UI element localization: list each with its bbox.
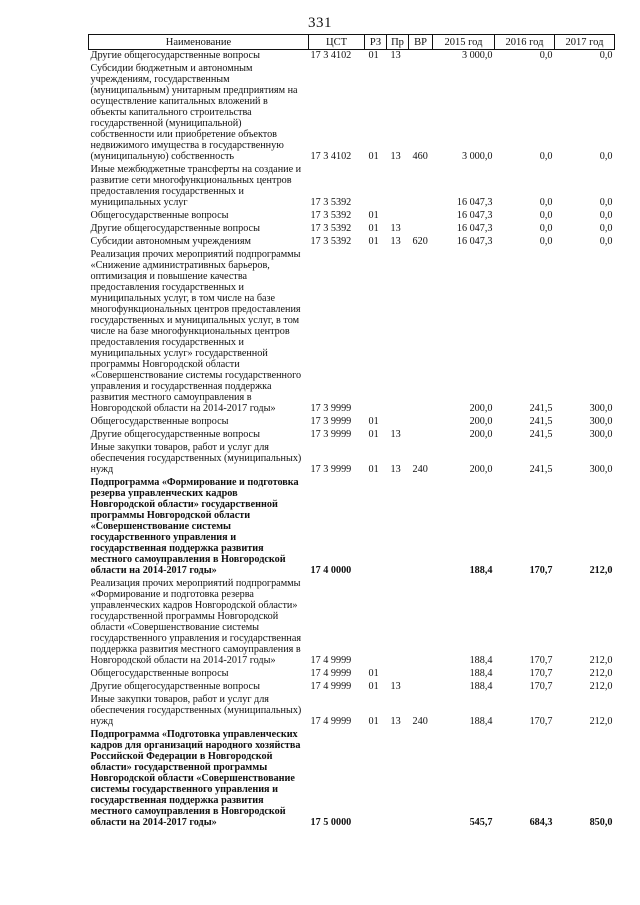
table-row (89, 429, 615, 442)
row-rz: 01 (368, 416, 379, 427)
row-2016: 0,0 (539, 151, 553, 162)
row-2017: 300,0 (589, 416, 613, 427)
table-row (89, 442, 615, 477)
row-2015: 188,4 (469, 565, 493, 576)
row-cst: 17 4 9999 (310, 655, 352, 666)
row-2017: 300,0 (589, 403, 613, 414)
row-2015: 16 047,3 (456, 236, 493, 247)
table-row (89, 729, 615, 830)
row-2016: 0,0 (539, 197, 553, 208)
row-pr: 13 (390, 716, 401, 727)
row-pr (387, 416, 409, 429)
row-name: Другие общегосударственные вопросы (90, 223, 260, 234)
row-2015: 16 047,3 (456, 210, 493, 221)
row-pr (387, 578, 409, 668)
row-2016: 170,7 (529, 681, 553, 692)
row-2017: 212,0 (589, 716, 613, 727)
row-pr (387, 210, 409, 223)
row-vr: 460 (412, 151, 428, 162)
row-2016: 170,7 (529, 716, 553, 727)
row-pr (387, 249, 409, 416)
row-cst: 17 3 5392 (310, 236, 352, 247)
table-row (89, 416, 615, 429)
row-pr: 13 (390, 223, 401, 234)
table-row (89, 50, 615, 64)
row-rz (365, 477, 387, 578)
row-name: Другие общегосударственные вопросы (90, 681, 260, 692)
row-vr (409, 249, 433, 416)
row-2015: 16 047,3 (456, 223, 493, 234)
row-2015: 188,4 (469, 681, 493, 692)
table-row (89, 210, 615, 223)
budget-table (88, 34, 615, 830)
row-2017: 212,0 (589, 681, 613, 692)
row-cst: 17 3 4102 (310, 50, 352, 61)
row-vr: 240 (412, 716, 428, 727)
row-2016: 0,0 (539, 223, 553, 234)
table-row (89, 223, 615, 236)
table-row (89, 694, 615, 729)
row-2017: 300,0 (589, 429, 613, 440)
row-2016: 241,5 (529, 416, 553, 427)
row-2016: 241,5 (529, 464, 553, 475)
row-rz (365, 578, 387, 668)
row-2017: 0,0 (599, 50, 613, 61)
row-2016: 170,7 (529, 565, 553, 576)
row-vr (409, 50, 433, 64)
row-cst: 17 4 9999 (310, 668, 352, 679)
row-name: Иные закупки товаров, работ и услуг для обеспечения государственных (муниципальных) нужд (90, 442, 302, 475)
row-rz: 01 (368, 223, 379, 234)
row-name: Субсидии автономным учреждениям (90, 236, 251, 247)
row-name: Общегосударственные вопросы (90, 416, 229, 427)
row-2017: 850,0 (589, 817, 613, 828)
table-row (89, 681, 615, 694)
row-cst: 17 4 9999 (310, 681, 352, 692)
row-cst: 17 3 9999 (310, 464, 352, 475)
row-2016: 170,7 (529, 668, 553, 679)
row-2016: 684,3 (529, 817, 553, 828)
row-rz (365, 729, 387, 830)
row-name: Иные закупки товаров, работ и услуг для обеспечения государственных (муниципальных) нужд (90, 694, 302, 727)
row-2016: 241,5 (529, 403, 553, 414)
row-pr (387, 668, 409, 681)
row-pr: 13 (390, 236, 401, 247)
table-row (89, 249, 615, 416)
row-rz (365, 164, 387, 210)
row-cst: 17 4 0000 (310, 565, 352, 576)
row-2016: 0,0 (539, 50, 553, 61)
table-row (89, 63, 615, 164)
row-2015: 188,4 (469, 655, 493, 666)
header-vr: ВР (409, 35, 433, 50)
row-2017: 0,0 (599, 210, 613, 221)
row-vr (409, 223, 433, 236)
row-2016: 170,7 (529, 655, 553, 666)
header-2016: 2016 год (495, 35, 555, 50)
row-rz: 01 (368, 668, 379, 679)
row-pr: 13 (390, 151, 401, 162)
row-rz: 01 (368, 50, 379, 61)
row-2016: 0,0 (539, 210, 553, 221)
row-rz: 01 (368, 681, 379, 692)
row-vr (409, 429, 433, 442)
row-name: Другие общегосударственные вопросы (90, 429, 260, 440)
table-row (89, 578, 615, 668)
row-name: Подпрограмма «Формирование и подготовка резерва управленческих кадров Новгородской области» государственной программы Новгородской области «Совершенствование системы государственного управления и государственная поддержка развития местного самоуправления в Новгородской области на 2014-2017 годы» (90, 477, 299, 576)
row-2017: 0,0 (599, 151, 613, 162)
row-vr (409, 210, 433, 223)
row-cst: 17 3 4102 (310, 151, 352, 162)
row-pr (387, 164, 409, 210)
row-cst: 17 4 9999 (310, 716, 352, 727)
row-2015: 545,7 (469, 817, 493, 828)
row-name: Субсидии бюджетным и автономным учреждениям, государственным (муниципальным) унитарным предприятиям на осуществление капитальных вложений в объекты капитального строительства государственной (муниципальной) собственности или приобретение объектов недвижимого имущества в государственную (муниципальную) собственность (90, 63, 298, 162)
row-2015: 200,0 (469, 429, 493, 440)
row-2015: 3 000,0 (461, 151, 493, 162)
row-cst: 17 3 5392 (310, 210, 352, 221)
row-2015: 200,0 (469, 464, 493, 475)
header-2015: 2015 год (433, 35, 495, 50)
header-cst: ЦСТ (309, 35, 365, 50)
row-rz: 01 (368, 151, 379, 162)
row-2017: 212,0 (589, 668, 613, 679)
row-name: Подпрограмма «Подготовка управленческих кадров для организаций народного хозяйства Российской Федерации в Новгородской области» государственной программы Новгородской области «Совершенствование системы государственного управления и государственная поддержка развития местного самоуправления в Новгородской области на 2014-2017 годы» (90, 729, 301, 828)
table-row (89, 164, 615, 210)
row-name: Общегосударственные вопросы (90, 210, 229, 221)
table-header-row (89, 35, 615, 50)
header-2017: 2017 год (555, 35, 615, 50)
row-vr: 240 (412, 464, 428, 475)
row-2015: 200,0 (469, 416, 493, 427)
row-name: Реализация прочих мероприятий подпрограммы «Формирование и подготовка резерва управленческих кадров Новгородской области» государственной программы Новгородской области «Совершенствование системы государственного управления и государственная поддержка развития местного самоуправления в Новгородской области на 2014-2017 годы» (90, 578, 302, 666)
row-rz: 01 (368, 236, 379, 247)
row-name: Другие общегосударственные вопросы (90, 50, 260, 61)
header-pr: Пр (387, 35, 409, 50)
row-name: Иные межбюджетные трансферты на создание и развитие сети многофункциональных центров предоставления государственных и муниципальных услуг (90, 164, 302, 208)
row-vr (409, 477, 433, 578)
row-vr (409, 729, 433, 830)
row-cst: 17 3 5392 (310, 197, 352, 208)
row-cst: 17 3 9999 (310, 403, 352, 414)
row-rz: 01 (368, 210, 379, 221)
row-rz: 01 (368, 716, 379, 727)
row-rz (365, 249, 387, 416)
row-cst: 17 5 0000 (310, 817, 352, 828)
row-vr (409, 164, 433, 210)
row-2017: 0,0 (599, 197, 613, 208)
row-2017: 212,0 (589, 565, 613, 576)
row-2016: 241,5 (529, 429, 553, 440)
row-vr (409, 578, 433, 668)
row-2016: 0,0 (539, 236, 553, 247)
row-vr: 620 (412, 236, 428, 247)
table-row (89, 477, 615, 578)
table-row (89, 668, 615, 681)
row-cst: 17 3 5392 (310, 223, 352, 234)
row-2017: 300,0 (589, 464, 613, 475)
row-2015: 200,0 (469, 403, 493, 414)
row-2015: 16 047,3 (456, 197, 493, 208)
row-cst: 17 3 9999 (310, 429, 352, 440)
row-rz: 01 (368, 464, 379, 475)
row-pr: 13 (390, 50, 401, 61)
row-2017: 212,0 (589, 655, 613, 666)
row-pr (387, 477, 409, 578)
header-rz: РЗ (365, 35, 387, 50)
row-2017: 0,0 (599, 223, 613, 234)
row-rz: 01 (368, 429, 379, 440)
header-name: Наименование (89, 35, 309, 50)
row-vr (409, 681, 433, 694)
page-number: 331 (308, 15, 332, 31)
table-row (89, 236, 615, 249)
row-name: Общегосударственные вопросы (90, 668, 229, 679)
row-cst: 17 3 9999 (310, 416, 352, 427)
row-vr (409, 668, 433, 681)
row-vr (409, 416, 433, 429)
row-pr (387, 729, 409, 830)
row-pr: 13 (390, 429, 401, 440)
row-name: Реализация прочих мероприятий подпрограммы «Снижение административных барьеров, оптимизация и повышение качества предоставления государственных и муниципальных услуг, в том числе на базе многофункциональных центров предоставления государственных и муниципальных услуг, в том числе на базе многофункциональных центров предоставления государственных и муниципальных услуг» государственной программы Новгородской области «Совершенствование системы государственного управления и государственная поддержка развития местного самоуправления в Новгородской области на 2014-2017 годы» (90, 249, 302, 414)
row-2015: 188,4 (469, 668, 493, 679)
row-2015: 3 000,0 (461, 50, 493, 61)
row-pr: 13 (390, 464, 401, 475)
row-2017: 0,0 (599, 236, 613, 247)
row-pr: 13 (390, 681, 401, 692)
row-2015: 188,4 (469, 716, 493, 727)
